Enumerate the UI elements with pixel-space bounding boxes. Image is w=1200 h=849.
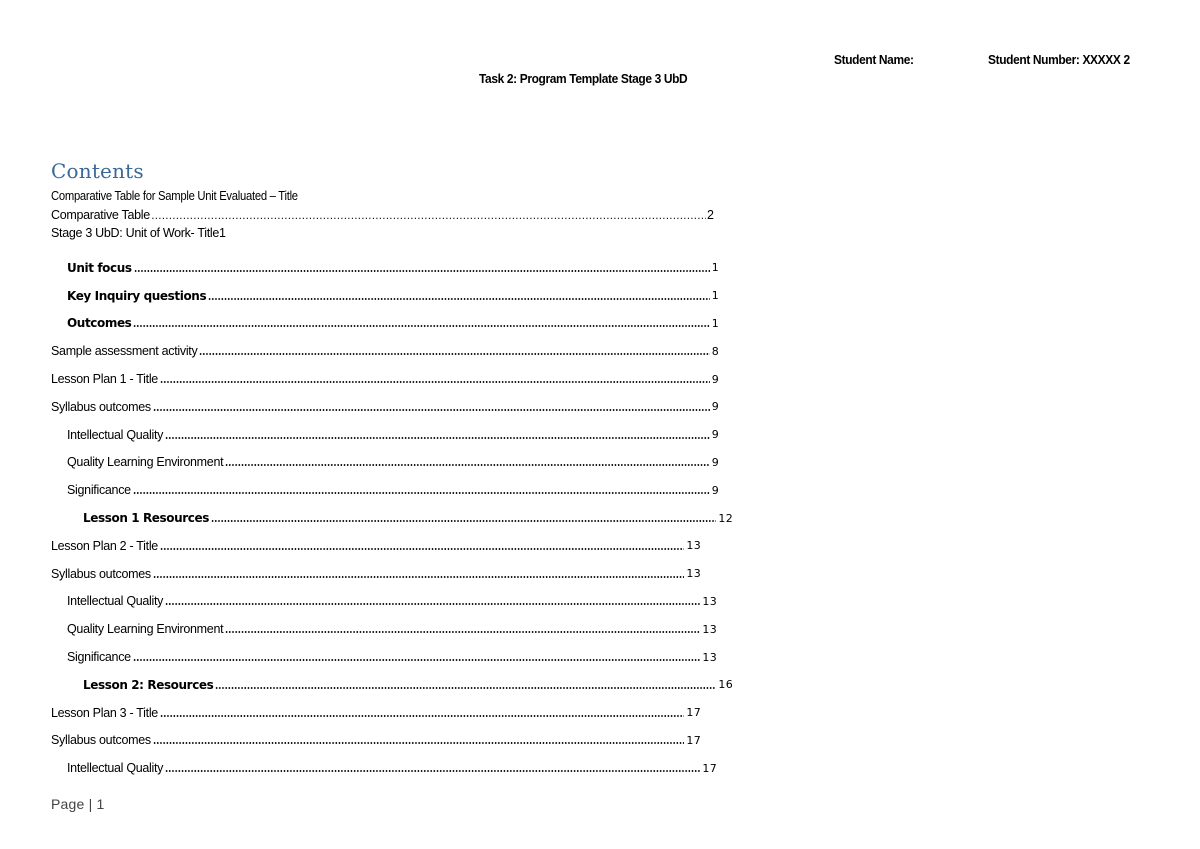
toc-entry-page: 12 xyxy=(718,511,733,525)
page-number-footer: Page | 1 xyxy=(51,796,105,812)
toc-entry[interactable] xyxy=(51,754,717,782)
toc-entry-label: Intellectual Quality xyxy=(67,761,164,776)
toc-entry-page: 9 xyxy=(711,372,719,386)
toc-entry-label: Intellectual Quality xyxy=(67,427,164,442)
toc-leader xyxy=(134,270,710,272)
toc-entry-label: Lesson Plan 1 - Title xyxy=(51,372,158,387)
toc-entry-comparative-table-title[interactable]: Comparative Table for Sample Unit Evaluated – Title xyxy=(51,189,298,203)
toc-entry-label: Sample assessment activity xyxy=(51,344,198,359)
toc-entry[interactable] xyxy=(51,393,719,421)
toc-entry-label: Lesson 2: Resources xyxy=(83,677,214,692)
toc-leader xyxy=(160,548,684,550)
toc-entry[interactable] xyxy=(51,588,717,616)
toc-entry[interactable] xyxy=(51,254,719,282)
toc-entry-label: Quality Learning Environment xyxy=(67,622,224,637)
toc-entry[interactable] xyxy=(51,421,719,449)
toc-entry-label: Lesson Plan 2 - Title xyxy=(51,538,158,553)
toc-entry-label: Intellectual Quality xyxy=(67,594,164,609)
toc-leader xyxy=(133,492,710,494)
toc-leader xyxy=(133,659,701,661)
toc-leader xyxy=(153,742,685,744)
toc-entry-page: 1 xyxy=(711,289,719,303)
toc-entry[interactable] xyxy=(51,365,719,393)
toc-entry[interactable] xyxy=(51,504,733,532)
toc-entry-page: 13 xyxy=(686,567,701,581)
toc-entry[interactable] xyxy=(51,337,719,365)
toc-entry-label: Outcomes xyxy=(67,316,132,331)
toc-entry[interactable] xyxy=(51,643,717,671)
toc-entry-label: Comparative Table xyxy=(51,208,150,222)
toc-entry-page: 8 xyxy=(711,344,719,358)
toc-leader xyxy=(225,464,709,466)
toc-entry[interactable] xyxy=(51,449,719,477)
toc-leader xyxy=(199,353,709,355)
toc-leader xyxy=(160,381,710,383)
toc-entry-page: 1 xyxy=(711,316,719,330)
contents-heading: Contents xyxy=(51,159,144,183)
toc-entry[interactable] xyxy=(51,615,717,643)
toc-entry[interactable] xyxy=(51,671,733,699)
toc-entry[interactable] xyxy=(51,532,701,560)
toc-entry-page: 9 xyxy=(711,400,719,414)
student-name-label: Student Name: xyxy=(834,52,914,67)
toc-entry[interactable] xyxy=(51,727,701,755)
toc-entry-label: Unit focus xyxy=(67,260,132,275)
toc-leader xyxy=(211,520,716,522)
toc-entry-page: 13 xyxy=(702,594,717,608)
task-title: Task 2: Program Template Stage 3 UbD xyxy=(479,71,688,86)
toc-leader xyxy=(153,576,685,578)
toc-entry-page: 9 xyxy=(711,483,719,497)
toc-entry-page: 17 xyxy=(686,706,701,720)
toc-leader xyxy=(165,770,700,772)
toc-entry-page: 13 xyxy=(702,650,717,664)
toc-entry[interactable] xyxy=(51,476,719,504)
toc-leader xyxy=(151,207,706,219)
toc-entry-page: 1 xyxy=(711,261,719,275)
toc-entry[interactable] xyxy=(51,699,701,727)
toc-leader xyxy=(133,325,709,327)
toc-entry-label: Lesson 1 Resources xyxy=(83,511,209,526)
toc-entry-label: Syllabus outcomes xyxy=(51,399,151,414)
toc-leader xyxy=(165,437,710,439)
toc-entry-page: 13 xyxy=(686,539,701,553)
toc-entry[interactable] xyxy=(51,282,719,310)
toc-entry[interactable] xyxy=(51,310,719,338)
toc-entry-page: 16 xyxy=(718,678,733,692)
toc-leader xyxy=(160,715,684,717)
toc-entry-unit-of-work[interactable]: Stage 3 UbD: Unit of Work- Title1 xyxy=(51,226,226,240)
toc-entry-comparative-table[interactable] xyxy=(51,207,714,222)
toc-entry-label: Quality Learning Environment xyxy=(67,455,224,470)
student-number-label: Student Number: XXXXX 2 xyxy=(988,52,1130,67)
toc-entry-page: 9 xyxy=(711,428,719,442)
toc-entry-page: 9 xyxy=(711,455,719,469)
toc-entry[interactable] xyxy=(51,560,701,588)
toc-entry-label: Syllabus outcomes xyxy=(51,733,151,748)
toc-entry-label: Significance xyxy=(67,650,131,665)
toc-leader xyxy=(215,687,716,689)
toc-entry-label: Key Inquiry questions xyxy=(67,288,207,303)
toc-entry-page: 2 xyxy=(707,208,714,222)
toc-entry-page: 13 xyxy=(702,622,717,636)
toc-entry-page: 17 xyxy=(686,733,701,747)
toc-leader xyxy=(225,631,700,633)
toc-entry-label: Significance xyxy=(67,483,131,498)
toc-leader xyxy=(208,298,709,300)
toc-list xyxy=(51,254,733,782)
toc-entry-page: 17 xyxy=(702,761,717,775)
toc-entry-label: Syllabus outcomes xyxy=(51,566,151,581)
toc-leader xyxy=(165,603,700,605)
toc-entry-label: Lesson Plan 3 - Title xyxy=(51,705,158,720)
toc-leader xyxy=(153,409,710,411)
